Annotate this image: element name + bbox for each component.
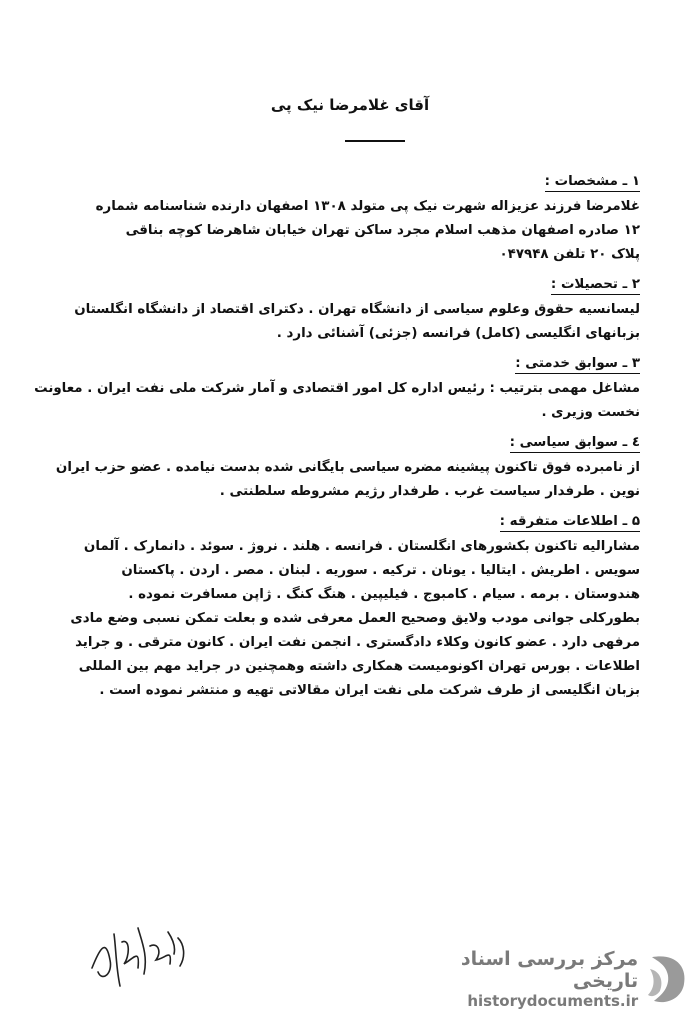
watermark-url: historydocuments.ir (467, 992, 639, 1010)
section-misc (70, 510, 640, 703)
section-heading: ۱ ـ مشخصات : (88, 170, 640, 195)
section-heading: ۵ ـ اطلاعات متفرقه : (88, 510, 640, 535)
body-line: بزبان انگلیسی از طرف شرکت ملی نفت ایران مقالاتی تهیه و منتشر نموده است . (99, 683, 640, 698)
document-body (34, 170, 640, 709)
body-line: نوین . طرفدار سیاست غرب . طرفدار رژیم مشروطه سلطنتی . (219, 484, 640, 499)
body-line: نخست وزیری . (541, 405, 640, 420)
watermark-name: مرکز بررسی اسناد تاریخی (460, 948, 639, 992)
watermark-text (390, 948, 638, 1010)
section-heading: ۳ ـ سوابق خدمتی : (88, 352, 640, 377)
body-line: سویس . اطریش . ایتالیا . یونان . ترکیه . سوریه . لبنان . مصر . اردن . پاکستان (121, 563, 640, 578)
body-line: لیسانسیه حقوق وعلوم سیاسی از دانشگاه تهران . دکترای اقتصاد از دانشگاه انگلستان (74, 302, 640, 317)
body-line: هندوستان . برمه . سیام . کامبوج . فیلیپین . هنگ کنگ . ژاپن مسافرت نموده . (128, 587, 640, 602)
body-line: مشاغل مهمی بترتیب : رئیس اداره کل امور اقتصادی و آمار شرکت ملی نفت ایران . معاونت (34, 381, 640, 396)
section-education (74, 273, 640, 346)
archive-logo-icon (644, 951, 690, 1007)
handwritten-signature (86, 908, 196, 998)
section-heading: ۲ ـ تحصیلات : (88, 273, 640, 298)
title-underline (345, 140, 405, 142)
body-line: بزبانهای انگلیسی (کامل) فرانسه (جزئی) آشنائی دارد . (276, 326, 640, 341)
body-line: بطورکلی جوانی مودب ولایق وصحیح العمل معرفی شده و بعلت تمکن نسبی وضع مادی (70, 611, 640, 626)
body-line: غلامرضا فرزند عزیزاله شهرت نیک پی متولد ۱۳۰۸ اصفهان دارنده شناسنامه شماره (95, 199, 640, 214)
body-line: ۱۲ صادره اصفهان مذهب اسلام مجرد ساکن تهران خیابان شاهرضا کوچه بناقی (125, 223, 640, 238)
body-line: از نامبرده فوق تاکنون پیشینه مضره سیاسی بایگانی شده بدست نیامده . عضو حزب ایران (55, 460, 640, 475)
section-identity (88, 170, 640, 267)
body-line: مرفهی دارد . عضو کانون وکلاء دادگستری . انجمن نفت ایران . کانون مترقی . و جراید (75, 635, 640, 650)
section-heading: ٤ ـ سوابق سیاسی : (88, 431, 640, 456)
section-service (34, 352, 640, 425)
body-line: پلاک ۲۰ تلفن ۰۴۷۹۴۸ (499, 247, 640, 262)
section-political (55, 431, 640, 504)
archive-watermark (390, 944, 690, 1014)
document-title: آقای غلامرضا نیک پی (270, 96, 430, 114)
body-line: اطلاعات . بورس تهران اکونومیست همکاری داشته وهمچنین در جراید مهم بین المللی (78, 659, 640, 674)
body-line: مشارالیه تاکنون بکشورهای انگلستان . فرانسه . هلند . نروژ . سوئد . دانمارک . آلمان (83, 539, 640, 554)
